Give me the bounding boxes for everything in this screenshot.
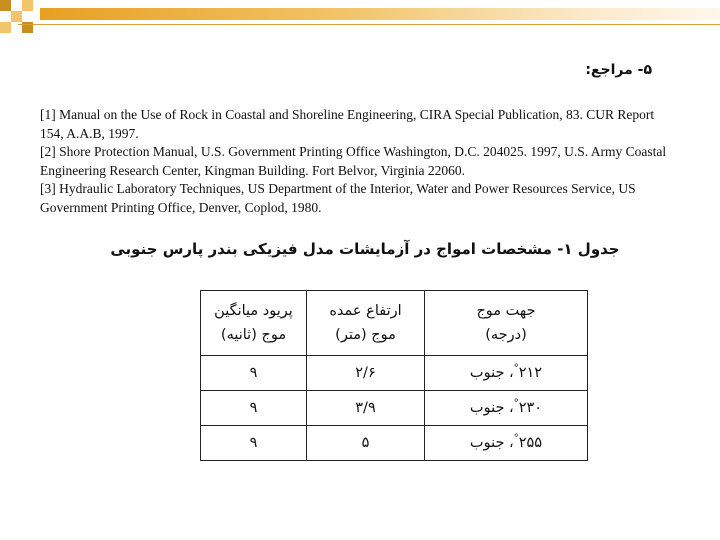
reference-item: [2] Shore Protection Manual, U.S. Government Printing Office Washington, D.C. 204025. 1997, U.S. Army Coastal Engineering Research Center, Kingman Building. Fort Belvor, Virginia 22060.	[40, 144, 667, 178]
header-height-line2: موج (متر)	[335, 327, 396, 343]
wave-table	[200, 290, 588, 461]
header-decoration	[0, 0, 40, 40]
direction-value: ۲۵۵، جنوب	[469, 435, 543, 451]
cell-height: ۳/۹	[307, 391, 425, 426]
reference-list	[40, 106, 680, 217]
header-square	[0, 22, 11, 33]
reference-item: [1] Manual on the Use of Rock in Coastal and Shoreline Engineering, CIRA Special Publication, 83. CUR Report 154, A.A.B, 1997.	[40, 107, 655, 141]
header-square	[22, 0, 33, 11]
cell-direction	[425, 391, 588, 426]
header-direction-line2: (درجه)	[485, 327, 527, 343]
cell-period: ۹	[201, 391, 307, 426]
table-title: جدول ۱- مشخصات امواج در آزمایشات مدل فیزیکی بندر پارس جنوبی	[110, 240, 620, 258]
reference-item: [3] Hydraulic Laboratory Techniques, US Department of the Interior, Water and Power Resources Service, US Government Printing Office, Denver, Coplod, 1980.	[40, 181, 636, 215]
section-heading: ۵- مراجع:	[585, 62, 652, 78]
header-period	[201, 291, 307, 356]
table-row	[201, 426, 588, 461]
header-height-line1: ارتفاع عمده	[329, 303, 402, 319]
cell-direction	[425, 356, 588, 391]
cell-period: ۹	[201, 426, 307, 461]
cell-direction	[425, 426, 588, 461]
header-period-line1: پریود میانگین	[214, 303, 293, 319]
header-direction-line1: جهت موج	[476, 303, 536, 319]
header-bar	[40, 8, 720, 20]
direction-value: ۲۱۲، جنوب	[469, 365, 543, 381]
degree-symbol: °	[513, 363, 519, 375]
header-height	[307, 291, 425, 356]
degree-symbol: °	[513, 398, 519, 410]
header-line	[18, 24, 720, 25]
table-row	[201, 391, 588, 426]
direction-value: ۲۳۰، جنوب	[469, 400, 543, 416]
header-period-line2: موج (ثانیه)	[220, 327, 287, 343]
header-square	[0, 0, 11, 11]
cell-height: ۵	[307, 426, 425, 461]
cell-height: ۲/۶	[307, 356, 425, 391]
header-direction	[425, 291, 588, 356]
table-row	[201, 356, 588, 391]
degree-symbol: °	[513, 433, 519, 445]
table-header-row	[201, 291, 588, 356]
cell-period: ۹	[201, 356, 307, 391]
header-square	[11, 11, 22, 22]
